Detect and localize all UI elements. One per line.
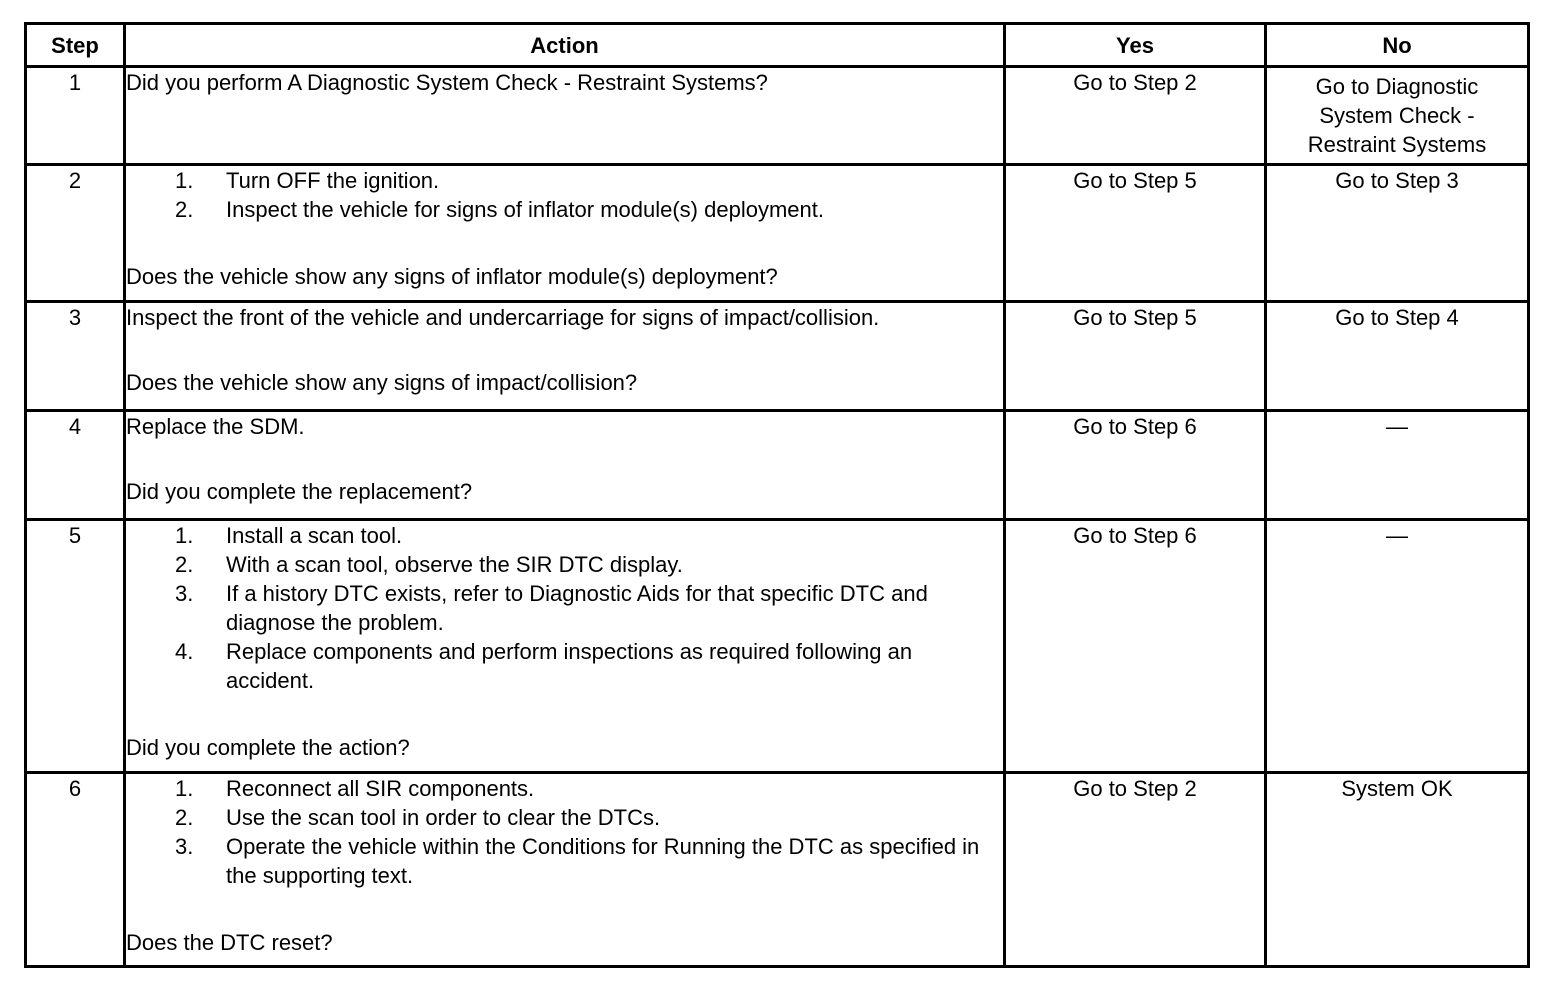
action-question: Did you complete the action? xyxy=(126,735,410,760)
header-no: No xyxy=(1266,24,1529,67)
yes-cell: Go to Step 2 xyxy=(1005,67,1266,165)
action-cell xyxy=(125,520,1005,773)
step-number: 6 xyxy=(26,773,125,967)
no-cell: Go to Step 4 xyxy=(1266,302,1529,411)
table-row xyxy=(26,411,1529,520)
yes-cell: Go to Step 2 xyxy=(1005,773,1266,967)
list-item: 3. If a history DTC exists, refer to Diagnostic Aids for that specific DTC and diagnose the problem. xyxy=(175,581,928,635)
action-step-list xyxy=(126,774,1003,890)
yes-cell: Go to Step 6 xyxy=(1005,411,1266,520)
list-item: 2. With a scan tool, observe the SIR DTC display. xyxy=(175,552,683,577)
yes-cell: Go to Step 5 xyxy=(1005,302,1266,411)
step-number: 5 xyxy=(26,520,125,773)
table-row xyxy=(26,520,1529,773)
diagnostic-table xyxy=(24,22,1530,968)
header-yes: Yes xyxy=(1005,24,1266,67)
list-item: 1. Install a scan tool. xyxy=(175,523,403,548)
header-action: Action xyxy=(125,24,1005,67)
list-item: 2. Use the scan tool in order to clear the DTCs. xyxy=(175,805,661,830)
list-item: 3. Operate the vehicle within the Conditions for Running the DTC as specified in the supporting text. xyxy=(175,834,980,888)
action-question: Did you complete the replacement? xyxy=(126,479,473,504)
action-step-list xyxy=(126,521,1003,695)
table-row xyxy=(26,67,1529,165)
action-cell xyxy=(125,773,1005,967)
no-cell: System OK xyxy=(1266,773,1529,967)
action-question: Does the vehicle show any signs of impact/collision? xyxy=(126,370,638,395)
action-cell xyxy=(125,67,1005,165)
step-number: 4 xyxy=(26,411,125,520)
step-number: 3 xyxy=(26,302,125,411)
header-row xyxy=(26,24,1529,67)
no-cell: — xyxy=(1266,520,1529,773)
action-intro: Inspect the front of the vehicle and undercarriage for signs of impact/collision. xyxy=(126,305,880,330)
action-intro: Did you perform A Diagnostic System Check - Restraint Systems? xyxy=(126,70,768,95)
action-step-list xyxy=(126,166,1003,224)
no-cell: — xyxy=(1266,411,1529,520)
list-item: 2. Inspect the vehicle for signs of inflator module(s) deployment. xyxy=(175,197,824,222)
table-row xyxy=(26,302,1529,411)
table-row xyxy=(26,773,1529,967)
list-item: 1. Turn OFF the ignition. xyxy=(175,168,440,193)
yes-cell: Go to Step 6 xyxy=(1005,520,1266,773)
action-cell xyxy=(125,411,1005,520)
no-cell: Go to Diagnostic System Check - Restraint Systems xyxy=(1266,67,1529,165)
action-question: Does the vehicle show any signs of inflator module(s) deployment? xyxy=(126,264,778,289)
step-number: 1 xyxy=(26,67,125,165)
step-number: 2 xyxy=(26,165,125,302)
action-intro: Replace the SDM. xyxy=(126,414,305,439)
action-question: Does the DTC reset? xyxy=(126,930,333,955)
action-cell xyxy=(125,165,1005,302)
yes-cell: Go to Step 5 xyxy=(1005,165,1266,302)
list-item: 4. Replace components and perform inspections as required following an accident. xyxy=(175,639,913,693)
header-step: Step xyxy=(26,24,125,67)
no-cell: Go to Step 3 xyxy=(1266,165,1529,302)
table-row xyxy=(26,165,1529,302)
list-item: 1. Reconnect all SIR components. xyxy=(175,776,535,801)
action-cell xyxy=(125,302,1005,411)
